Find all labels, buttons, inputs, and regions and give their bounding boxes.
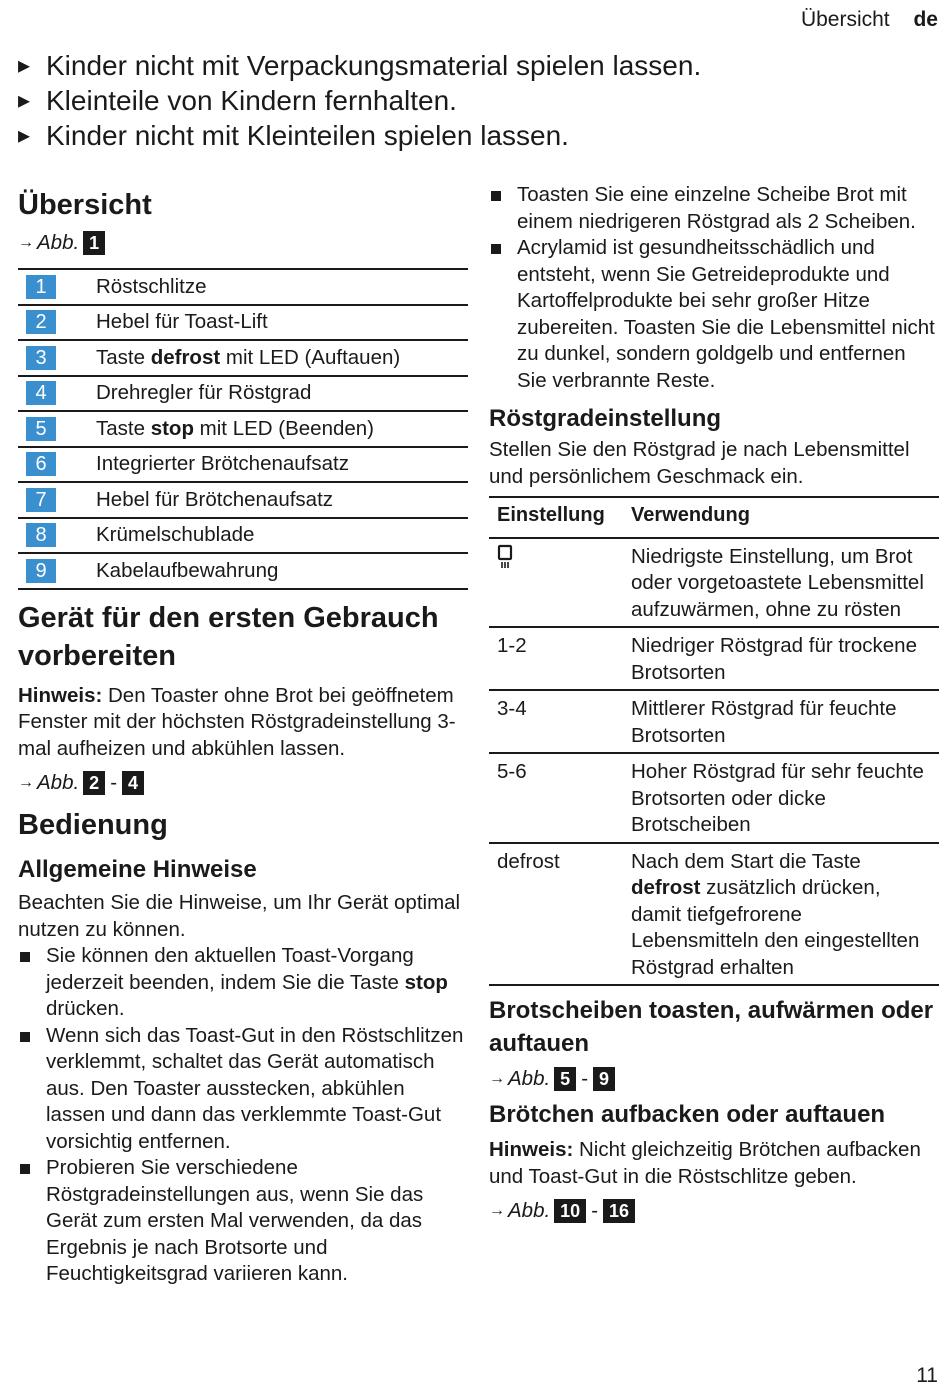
table-row [18, 340, 468, 376]
item-number-cell [18, 411, 96, 447]
figure-badge: 9 [593, 1067, 615, 1091]
usage-cell [623, 627, 939, 690]
subsection-title-brotscheiben: Brotscheiben toasten, aufwärmen oder auftauen [489, 997, 934, 1057]
item-number-cell [18, 518, 96, 554]
item-label: Krümelschublade [96, 523, 255, 547]
figure-badge: 10 [554, 1199, 586, 1223]
item-number-badge: 9 [26, 559, 56, 583]
column-header-usage: Verwendung [623, 497, 939, 538]
item-label-cell [96, 376, 468, 412]
range-dash: - [591, 1199, 599, 1222]
list-item-text: Wenn sich das Toast-Gut in den Röstschlitzen verklemmt, schaltet das Gerät automatisch aus. Den Toaster ausstecken, abkühlen lassen und dann das verklemmte Toast-Gut vorsichtig entfernen. [46, 1023, 464, 1153]
section-title-vorbereiten: Gerät für den ersten Gebrauch vorbereiten [18, 601, 439, 672]
list-item-text: Sie können den aktuellen Toast-Vorgang jederzeit beenden, indem Sie die Taste [46, 944, 414, 994]
hint-label: Hinweis: [18, 683, 103, 707]
item-label-cell [96, 340, 468, 376]
section-title-uebersicht: Übersicht [18, 189, 152, 221]
table-row [18, 376, 468, 412]
item-label-cell [96, 518, 468, 554]
figure-badge: 1 [83, 231, 105, 255]
usage-text-suffix: zusätzlich drücken, damit tiefgefrorene Lebensmitteln den eingestellten Röstgrad erhalten [631, 876, 920, 979]
usage-text-bold: defrost [631, 876, 701, 899]
item-label: Taste [96, 345, 151, 369]
table-row [489, 753, 939, 843]
setting-cell: defrost [489, 843, 623, 986]
settings-table [489, 496, 939, 986]
usage-text: Nach dem Start die Taste [631, 849, 861, 873]
usage-text: Niedriger Röstgrad für trockene Brotsorten [631, 634, 917, 684]
table-row [18, 269, 468, 305]
list-item [18, 1023, 468, 1156]
usage-cell [623, 538, 939, 628]
column-header-setting: Einstellung [489, 497, 623, 538]
item-label-cell [96, 553, 468, 589]
item-number-badge: 5 [26, 417, 56, 441]
list-item [18, 943, 468, 1023]
item-label: Hebel für Toast-Lift [96, 310, 268, 334]
item-number-cell [18, 305, 96, 341]
figure-badge: 16 [603, 1199, 635, 1223]
item-label-cell [96, 305, 468, 341]
range-dash: - [110, 771, 118, 794]
table-row [489, 690, 939, 753]
subsection-title-hinweise: Allgemeine Hinweise [18, 856, 257, 883]
arrow-right-icon: → [18, 774, 34, 791]
list-item-text-suffix: drücken. [46, 997, 125, 1020]
item-label-bold: defrost [150, 345, 221, 369]
hint-text: Den Toaster ohne Brot bei geöffnetem Fenster mit der höchsten Röstgradeinstellung 3-mal aufheizen und abkühlen lassen. [18, 683, 456, 760]
item-label: Hebel für Brötchenaufsatz [96, 487, 334, 511]
list-item: ▸ Kinder nicht mit Verpackungsmaterial spielen lassen. [18, 48, 918, 83]
page-header [801, 8, 938, 32]
figure-reference [18, 768, 468, 798]
item-number-cell [18, 482, 96, 518]
overview-table [18, 268, 468, 590]
table-row [18, 482, 468, 518]
table-row [489, 538, 939, 628]
usage-cell [623, 843, 939, 986]
item-number-badge: 1 [26, 275, 56, 299]
table-row [18, 447, 468, 483]
figure-reference [489, 1196, 939, 1226]
list-item-bold: stop [404, 970, 448, 994]
page-number: 11 [916, 1364, 938, 1387]
usage-text: Mittlerer Röstgrad für feuchte Brotsorten [631, 697, 897, 747]
item-number-cell [18, 553, 96, 589]
item-label: Drehregler für Röstgrad [96, 381, 312, 405]
item-number-badge: 6 [26, 452, 56, 476]
usage-text: Hoher Röstgrad für sehr feuchte Brotsorten oder dicke Brotscheiben [631, 760, 924, 836]
item-label-suffix: mit LED (Beenden) [193, 416, 375, 440]
figure-badge: 2 [83, 771, 105, 795]
subsection-title-roestgrad: Röstgradeinstellung [489, 405, 722, 432]
item-label-cell [96, 447, 468, 483]
item-number-badge: 7 [26, 488, 56, 512]
right-column [489, 182, 939, 1226]
subsection-title-broetchen: Brötchen aufbacken oder auftauen [489, 1101, 886, 1128]
figure-ref-prefix: Abb. [37, 231, 80, 254]
intro-paragraph: Beachten Sie die Hinweise, um Ihr Gerät optimal nutzen zu können. [18, 891, 461, 941]
item-label: Integrierter Brötchenaufsatz [96, 452, 349, 476]
item-label: Kabelaufbewahrung [96, 558, 279, 582]
safety-bullet-list [18, 48, 918, 153]
item-label-cell [96, 411, 468, 447]
header-language: de [913, 8, 938, 31]
list-item: Acrylamid ist gesundheitsschädlich und entsteht, wenn Sie Getreideprodukte und Kartoffelprodukte bei sehr großer Hitze zubereiten. Toasten Sie die Lebensmittel nicht zu dunkel, sondern goldgelb und entfernen Sie verbrannte Reste. [489, 235, 939, 394]
figure-reference [489, 1064, 939, 1094]
figure-ref-prefix: Abb. [508, 1199, 551, 1222]
hint-text: Nicht gleichzeitig Brötchen aufbacken und Toast-Gut in die Röstschlitze geben. [489, 1138, 921, 1188]
figure-badge: 5 [554, 1067, 576, 1091]
hint-label: Hinweis: [489, 1138, 574, 1161]
arrow-right-icon: → [18, 234, 34, 251]
figure-badge: 4 [122, 771, 144, 795]
item-label-cell [96, 269, 468, 305]
table-row [18, 411, 468, 447]
range-dash: - [581, 1067, 589, 1090]
setting-cell: 3-4 [489, 690, 623, 753]
item-label: Röstschlitze [96, 274, 207, 298]
header-section-title: Übersicht [800, 8, 890, 31]
table-row [18, 518, 468, 554]
arrow-right-icon: → [489, 1070, 505, 1087]
item-label: Taste [96, 416, 151, 440]
item-number-cell [18, 269, 96, 305]
list-item-text: Probieren Sie verschiedene Röstgradeinstellungen aus, wenn Sie das Gerät zum ersten Mal verwenden, da das Ergebnis je nach Brotsorte und Feuchtigkeitsgrad variieren kann. [46, 1156, 424, 1285]
list-item: ▸ Kinder nicht mit Kleinteilen spielen lassen. [18, 118, 918, 153]
hint-paragraph [18, 683, 468, 763]
left-column [18, 186, 468, 1288]
item-number-badge: 4 [26, 381, 56, 405]
section-title-bedienung: Bedienung [18, 809, 168, 841]
table-row [489, 843, 939, 986]
list-item: ▸ Kleinteile von Kindern fernhalten. [18, 83, 918, 118]
warm-toast-icon [497, 544, 513, 570]
figure-ref-prefix: Abb. [508, 1067, 551, 1090]
general-notes-list [18, 943, 468, 1288]
item-number-badge: 8 [26, 523, 56, 547]
intro-paragraph: Stellen Sie den Röstgrad je nach Lebensmittel und persönlichem Geschmack ein. [489, 438, 910, 488]
table-row [18, 305, 468, 341]
setting-cell: 1-2 [489, 627, 623, 690]
figure-reference [18, 228, 468, 258]
arrow-right-icon: → [489, 1202, 505, 1219]
usage-cell [623, 753, 939, 843]
toast-notes-list [489, 182, 939, 394]
item-label-suffix: mit LED (Auftauen) [220, 345, 401, 369]
item-label-bold: stop [150, 416, 194, 440]
usage-cell [623, 690, 939, 753]
item-number-cell [18, 376, 96, 412]
item-number-cell [18, 447, 96, 483]
item-number-cell [18, 340, 96, 376]
hint-paragraph [489, 1137, 939, 1190]
list-item: Toasten Sie eine einzelne Scheibe Brot mit einem niedrigeren Röstgrad als 2 Scheiben. [489, 182, 939, 235]
list-item [18, 1155, 468, 1288]
setting-cell [489, 538, 623, 628]
setting-cell: 5-6 [489, 753, 623, 843]
usage-text: Niedrigste Einstellung, um Brot oder vorgetoastete Lebensmittel aufzuwärmen, ohne zu rösten [631, 544, 924, 621]
figure-ref-prefix: Abb. [37, 771, 80, 794]
item-number-badge: 3 [26, 346, 56, 370]
table-row [489, 627, 939, 690]
item-number-badge: 2 [26, 310, 56, 334]
item-label-cell [96, 482, 468, 518]
table-row [18, 553, 468, 589]
